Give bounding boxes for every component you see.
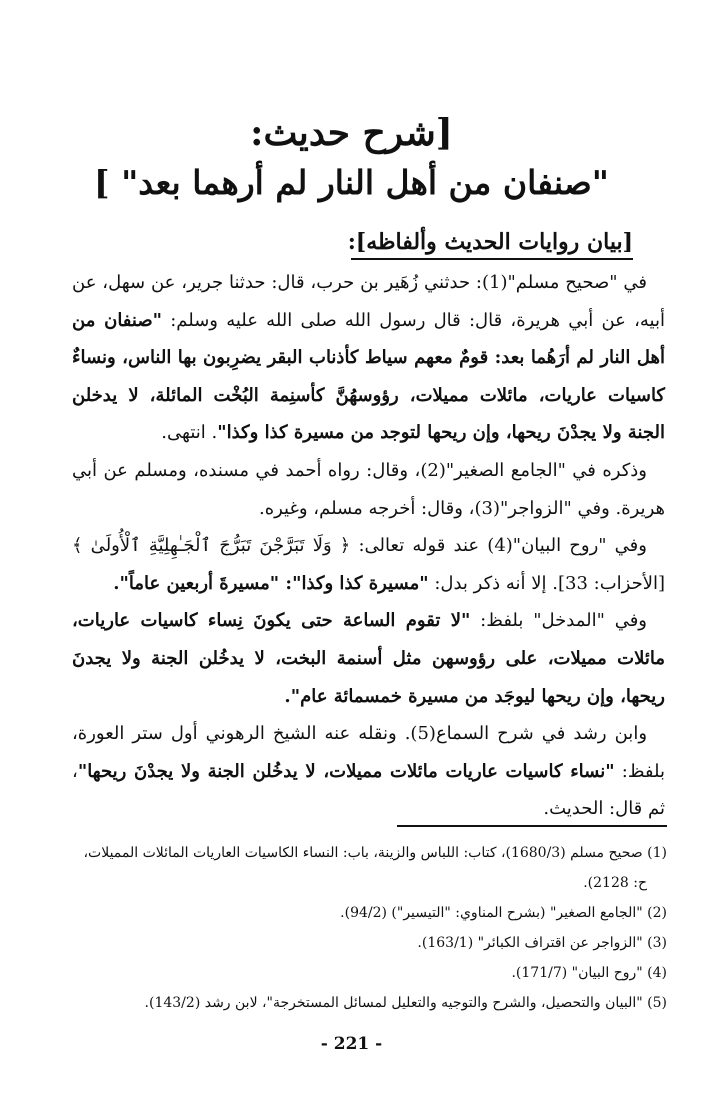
paragraph-4-quote: "لا تقوم الساعة حتى يكونَ نِساء كاسيات عاريات، مائلات مميلات، على رؤوسهن مثل أسنمة البخت، لا يدخُلن الجنة ولا يجدنَ ريحها، وإن ريحها ليوجَد من مسيرة خمسمائة عام". [72, 610, 665, 707]
footnote-5: (5) "البيان والتحصيل، والشرح والتوجيه والتعليل لمسائل المستخرجة"، لابن رشد (143/2). [144, 995, 667, 1011]
heading-title: [شرح حديث: [250, 112, 453, 154]
paragraph-1-intro: في "صحيح مسلم"(1): حدثني زُهَير بن حرب، قال: حدثنا جرير، عن سهل، عن أبيه، عن أبي هريرة، قال: قال رسول الله صلى الله عليه وسلم: [72, 272, 665, 331]
section-underline [351, 258, 633, 260]
paragraph-1-end: . انتهى. [161, 422, 218, 444]
footnotes [70, 838, 667, 1018]
paragraph-3-ref: [الأحزاب: 33]. إلا أنه ذكر بدل: [428, 572, 665, 594]
paragraph-2: وذكره في "الجامع الصغير"(2)، وقال: رواه أحمد في مسنده، ومسلم عن أبي هريرة. وفي "الزواجر"(3)، وقال: أخرجه مسلم، وغيره. [72, 459, 665, 519]
paragraph-3 [72, 527, 665, 602]
paragraph-5-end: ، ثم قال: الحديث. [72, 760, 665, 820]
paragraph-1-hadith: "صنفان من أهل النار لم أرَهُما بعد: قومٌ معهم سياط كأذناب البقر يضرِبون بها الناس، ونساءٌ كاسيات عاريات، مائلات مميلات، رؤوسهُنَّ كأسنِمة البُخْت المائلة، لا يدخلن الجنة ولا يجدْنَ ريحها، وإن ريحها لتوجد من مسيرة كذا وكذا" [72, 309, 665, 444]
main-text [72, 264, 665, 828]
paragraph-3-quote: "مسيرة كذا وكذا": "مسيرةَ أربعين عاماً". [113, 572, 429, 594]
paragraph-4 [72, 602, 665, 715]
paragraph-1 [72, 264, 665, 452]
footnote-2: (2) "الجامع الصغير" (بشرح المناوي: "التيسير") (94/2). [340, 905, 667, 921]
footnote-1: (1) صحيح مسلم (1680/3)، كتاب: اللباس والزينة، باب: النساء الكاسيات العاريات المائلات المميلات، ح: 2128). [83, 845, 667, 891]
footnote-divider [397, 825, 667, 827]
paragraph-4-intro: وفي "المدخل" بلفظ: [470, 610, 647, 632]
paragraph-5-intro: وابن رشد في شرح السماع(5). ونقله عنه الشيخ الرهوني أول ستر العورة، بلفظ: [72, 723, 665, 782]
paragraph-5-quote: "نساء كاسيات عاريات مائلات مميلات، لا يدخُلن الجنة ولا يجدْنَ ريحها" [77, 760, 615, 782]
page-number: - 221 - [320, 1034, 383, 1054]
paragraph-3-intro: وفي "روح البيان"(4) عند قوله تعالى: [350, 535, 647, 557]
paragraph-5 [72, 715, 665, 828]
quran-verse: ﴿ وَلَا تَبَرَّجْنَ تَبَرُّجَ ٱلْجَـٰهِلِيَّةِ ٱلْأُولَىٰ ﴾ [72, 535, 351, 557]
section-heading: [بيان روايات الحديث وألفاظه]: [347, 229, 633, 255]
footnote-4: (4) "روح البيان" (171/7). [511, 965, 667, 981]
footnote-3: (3) "الزواجر عن اقتراف الكبائر" (163/1). [417, 935, 667, 951]
heading-hadith: "صنفان من أهل النار لم أرهما بعد" ] [94, 163, 609, 202]
